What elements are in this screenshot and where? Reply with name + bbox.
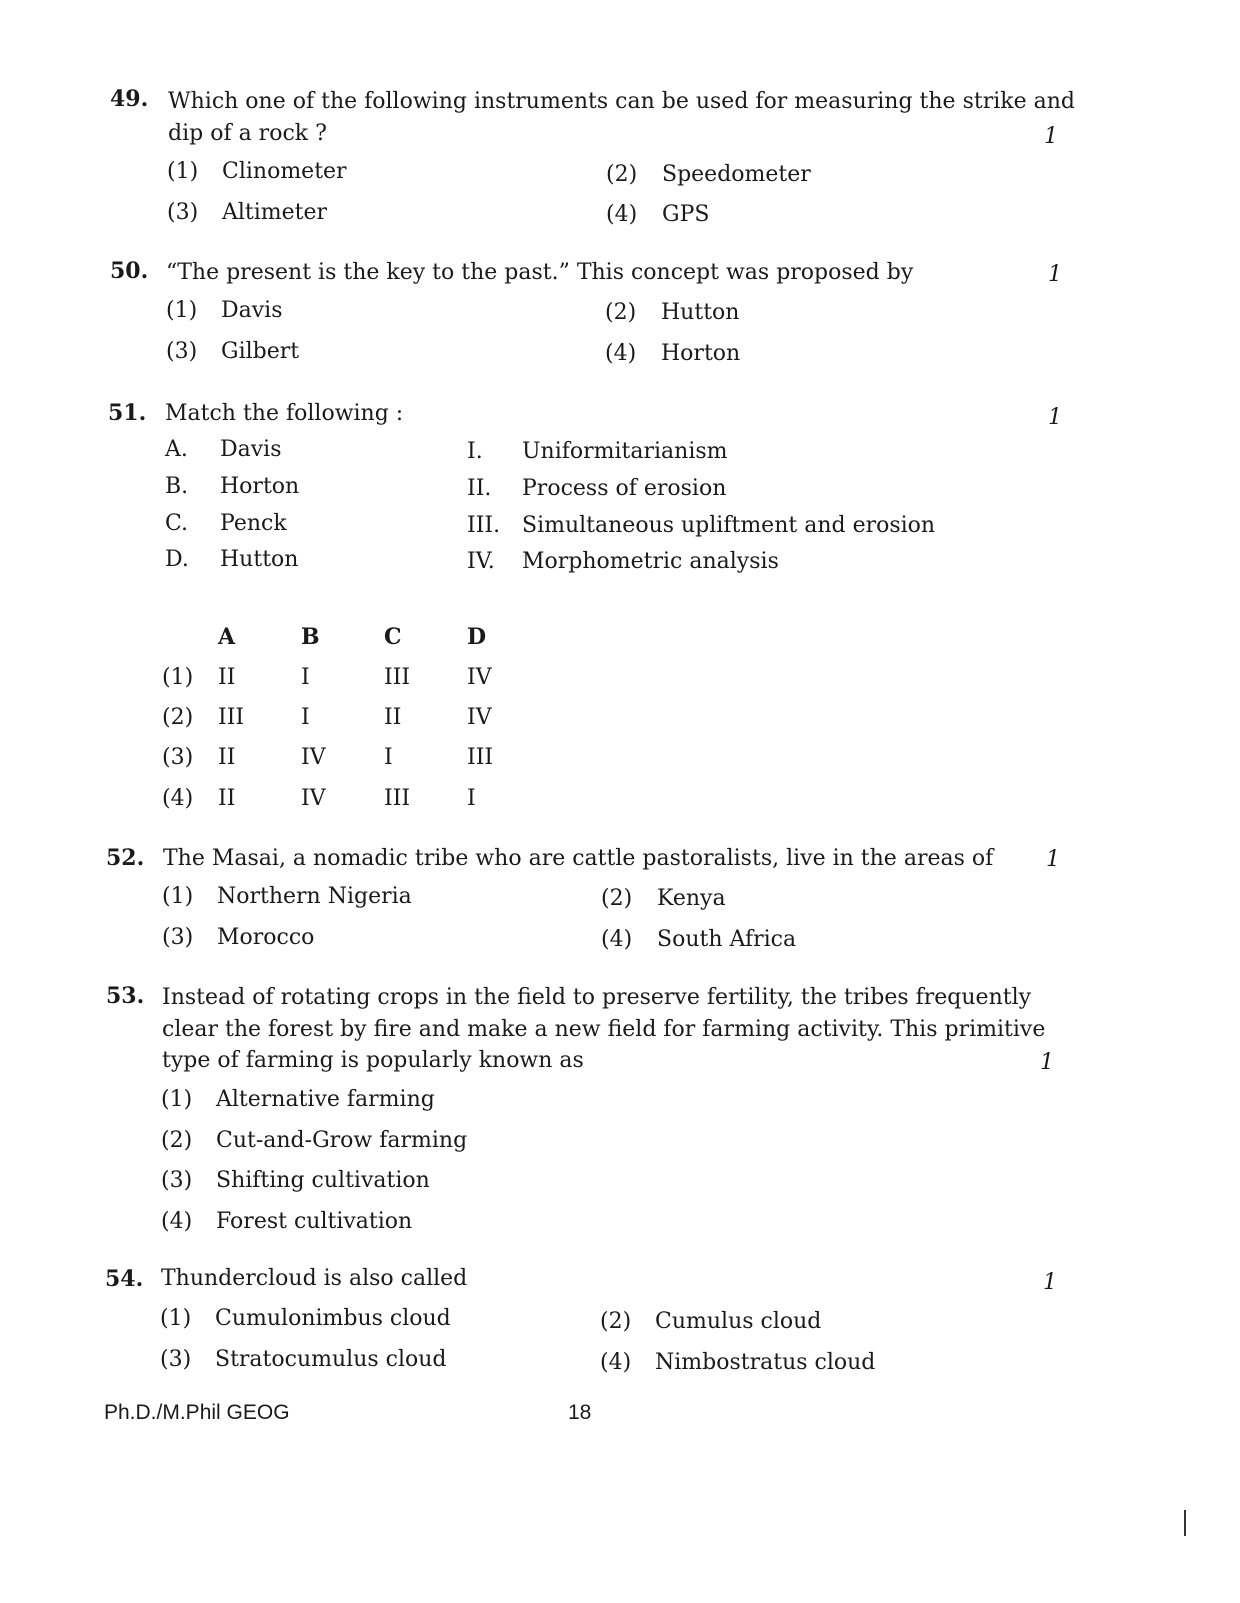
option-text: Morocco — [217, 925, 315, 950]
match-left-key: A. — [165, 437, 188, 462]
question-number: 52. — [106, 845, 145, 871]
question-number: 50. — [110, 258, 149, 284]
option-number: (4) — [600, 1350, 632, 1375]
match-right-key: IV. — [467, 549, 495, 574]
answer-cell: II — [384, 705, 402, 730]
question-number: 54. — [105, 1266, 144, 1292]
question-marks: 1 — [1040, 1050, 1054, 1075]
question-marks: 1 — [1048, 262, 1062, 287]
option-text: Forest cultivation — [216, 1209, 413, 1234]
option-text: Horton — [661, 341, 741, 366]
answer-header: D — [467, 624, 487, 650]
match-right-item: Simultaneous upliftment and erosion — [522, 513, 936, 538]
option-number: (1) — [167, 159, 199, 184]
option-number: (3) — [162, 925, 194, 950]
answer-option-number: (3) — [162, 745, 194, 770]
match-left-item: Penck — [220, 511, 287, 536]
question-text-line: The Masai, a nomadic tribe who are cattle pastoralists, live in the areas of — [163, 846, 994, 871]
footer-course-code: Ph.D./M.Phil GEOG — [104, 1401, 290, 1424]
match-right-item: Morphometric analysis — [522, 549, 779, 574]
question-text-line: “The present is the key to the past.” This concept was proposed by — [166, 260, 914, 285]
option-text: Clinometer — [222, 159, 347, 184]
answer-cell: II — [218, 786, 236, 811]
question-marks: 1 — [1043, 1270, 1057, 1295]
match-left-item: Hutton — [220, 547, 299, 572]
answer-header: A — [218, 624, 236, 650]
match-right-key: II. — [467, 476, 492, 501]
option-number: (1) — [160, 1306, 192, 1331]
match-right-key: I. — [467, 439, 483, 464]
question-marks: 1 — [1046, 847, 1060, 872]
option-number: (2) — [605, 300, 637, 325]
answer-cell: I — [301, 705, 310, 730]
answer-cell: III — [467, 745, 494, 770]
question-text-line: Match the following : — [165, 401, 404, 426]
option-text: Cumulus cloud — [655, 1309, 822, 1334]
option-text: Kenya — [657, 886, 726, 911]
question-number: 49. — [110, 86, 149, 112]
answer-cell: IV — [301, 786, 326, 811]
question-text-line: dip of a rock ? — [168, 121, 327, 146]
match-left-item: Horton — [220, 474, 300, 499]
question-text-line: Thundercloud is also called — [161, 1266, 468, 1291]
answer-cell: IV — [467, 665, 492, 690]
answer-cell: IV — [301, 745, 326, 770]
option-text: South Africa — [657, 927, 797, 952]
option-text: Hutton — [661, 300, 740, 325]
option-number: (3) — [161, 1168, 193, 1193]
option-text: Stratocumulus cloud — [215, 1347, 447, 1372]
match-right-item: Process of erosion — [522, 476, 727, 501]
option-number: (2) — [600, 1309, 632, 1334]
match-right-key: III. — [467, 513, 501, 538]
match-left-key: D. — [165, 547, 189, 572]
option-text: Davis — [221, 298, 283, 323]
option-number: (3) — [167, 200, 199, 225]
option-text: Cut-and-Grow farming — [216, 1128, 468, 1153]
answer-cell: I — [384, 745, 393, 770]
question-text-line: Instead of rotating crops in the field to preserve fertility, the tribes frequently — [162, 985, 1032, 1010]
option-number: (3) — [166, 339, 198, 364]
answer-option-number: (1) — [162, 665, 194, 690]
answer-header: B — [301, 624, 320, 650]
answer-option-number: (4) — [162, 786, 194, 811]
option-text: Shifting cultivation — [216, 1168, 430, 1193]
question-marks: 1 — [1044, 124, 1058, 149]
answer-cell: II — [218, 745, 236, 770]
page-number: 18 — [568, 1401, 592, 1424]
answer-option-number: (2) — [162, 705, 194, 730]
question-text-line: Which one of the following instruments can be used for measuring the strike and — [168, 89, 1075, 114]
answer-cell: I — [467, 786, 476, 811]
option-number: (2) — [606, 162, 638, 187]
match-left-item: Davis — [220, 437, 282, 462]
option-text: Nimbostratus cloud — [655, 1350, 876, 1375]
answer-header: C — [384, 624, 402, 650]
option-text: Speedometer — [662, 162, 811, 187]
option-text: Cumulonimbus cloud — [215, 1306, 451, 1331]
question-number: 53. — [106, 983, 145, 1009]
option-number: (1) — [166, 298, 198, 323]
match-left-key: B. — [165, 474, 189, 499]
option-text: GPS — [662, 202, 710, 227]
question-number: 51. — [108, 400, 147, 426]
option-text: Northern Nigeria — [217, 884, 412, 909]
option-number: (2) — [601, 886, 633, 911]
option-number: (4) — [161, 1209, 193, 1234]
question-text-line: type of farming is popularly known as — [162, 1048, 584, 1073]
answer-cell: I — [301, 665, 310, 690]
option-number: (4) — [601, 927, 633, 952]
option-number: (3) — [160, 1347, 192, 1372]
option-text: Alternative farming — [216, 1087, 435, 1112]
option-number: (4) — [606, 202, 638, 227]
answer-cell: II — [218, 665, 236, 690]
answer-cell: III — [218, 705, 245, 730]
question-text-line: clear the forest by fire and make a new field for farming activity. This primitive — [162, 1017, 1046, 1042]
answer-cell: IV — [467, 705, 492, 730]
option-text: Altimeter — [222, 200, 328, 225]
option-text: Gilbert — [221, 339, 300, 364]
match-right-item: Uniformitarianism — [522, 439, 728, 464]
scan-margin-mark — [1184, 1510, 1186, 1536]
question-marks: 1 — [1048, 405, 1062, 430]
option-number: (1) — [161, 1087, 193, 1112]
answer-cell: III — [384, 665, 411, 690]
match-left-key: C. — [165, 511, 189, 536]
option-number: (2) — [161, 1128, 193, 1153]
answer-cell: III — [384, 786, 411, 811]
option-number: (1) — [162, 884, 194, 909]
option-number: (4) — [605, 341, 637, 366]
